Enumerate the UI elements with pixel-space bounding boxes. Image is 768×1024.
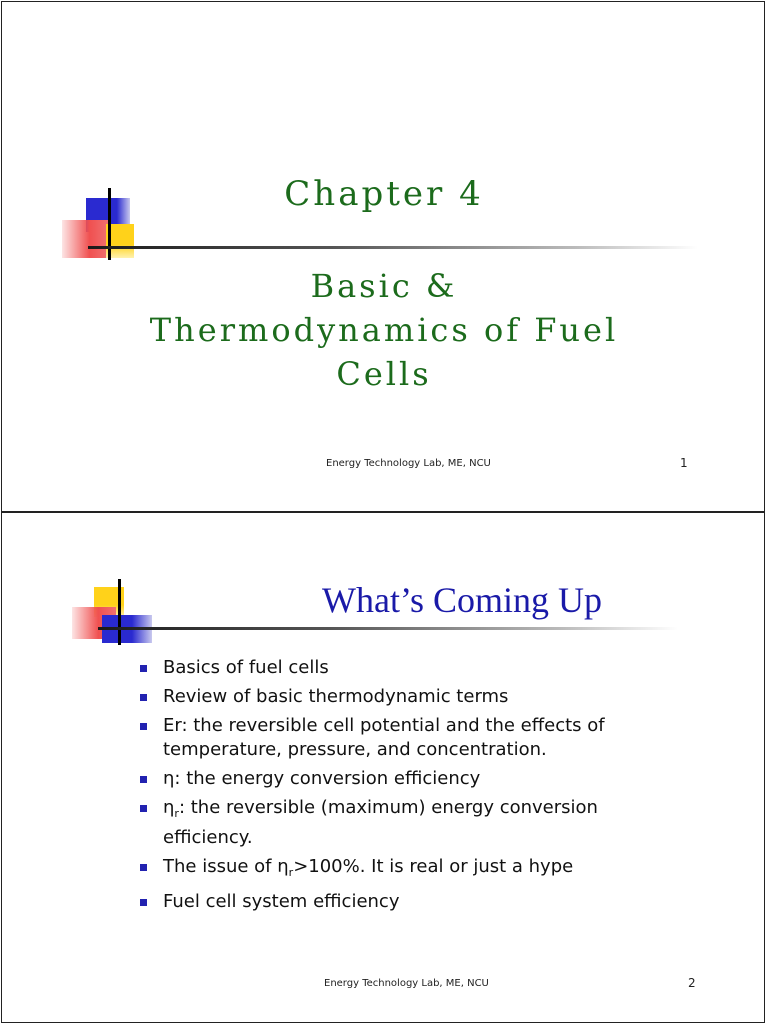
bullet-text: Fuel cell system efficiency <box>163 891 400 912</box>
list-item <box>138 656 738 680</box>
bullet-text: : the energy conversion efficiency <box>174 768 481 789</box>
eta-symbol: η <box>277 856 289 877</box>
eta-symbol: η <box>163 768 175 789</box>
red-square <box>62 220 108 258</box>
square-bullet-icon <box>140 864 147 871</box>
list-item <box>138 767 738 791</box>
chapter-title: Chapter 4 <box>284 174 484 214</box>
bullet-text: Er: the reversible cell potential and the effects of <box>163 715 605 736</box>
slide-footer: Energy Technology Lab, ME, NCU <box>326 458 491 469</box>
square-bullet-icon <box>140 899 147 906</box>
list-item <box>138 796 738 850</box>
logo-vertical-line <box>118 579 121 645</box>
title-divider <box>98 627 678 630</box>
subtitle-line-3: Cells <box>336 355 432 393</box>
bullet-text-continued: temperature, pressure, and concentration. <box>163 739 547 760</box>
bullet-text: : the reversible (maximum) energy conversion <box>178 797 598 818</box>
eta-subscript: r <box>288 866 294 879</box>
list-item <box>138 855 738 885</box>
page-number: 1 <box>680 456 688 470</box>
square-bullet-icon <box>140 723 147 730</box>
eta-subscript: r <box>174 807 179 820</box>
bullet-text: Basics of fuel cells <box>163 657 329 678</box>
square-bullet-icon <box>140 805 147 812</box>
slide-1 <box>1 1 765 512</box>
list-item <box>138 890 738 914</box>
bullet-list <box>138 656 738 919</box>
bullet-text: >100%. It is real or just a hype <box>293 856 574 877</box>
subtitle-line-2: Thermodynamics of Fuel <box>149 311 619 349</box>
list-item <box>138 685 738 709</box>
square-bullet-icon <box>140 665 147 672</box>
slide-title: What’s Coming Up <box>322 580 602 620</box>
square-bullet-icon <box>140 776 147 783</box>
slide-footer: Energy Technology Lab, ME, NCU <box>324 978 489 989</box>
title-divider <box>88 246 698 249</box>
subtitle-line-1: Basic & <box>310 267 458 305</box>
eta-symbol: η <box>163 797 175 818</box>
page-number: 2 <box>688 976 696 990</box>
bullet-text-continued: efficiency. <box>163 827 253 848</box>
list-item <box>138 714 738 762</box>
bullet-prefix: The issue of <box>163 856 278 877</box>
slide-2 <box>1 512 765 1023</box>
square-bullet-icon <box>140 694 147 701</box>
bullet-text: Review of basic thermodynamic terms <box>163 686 509 707</box>
